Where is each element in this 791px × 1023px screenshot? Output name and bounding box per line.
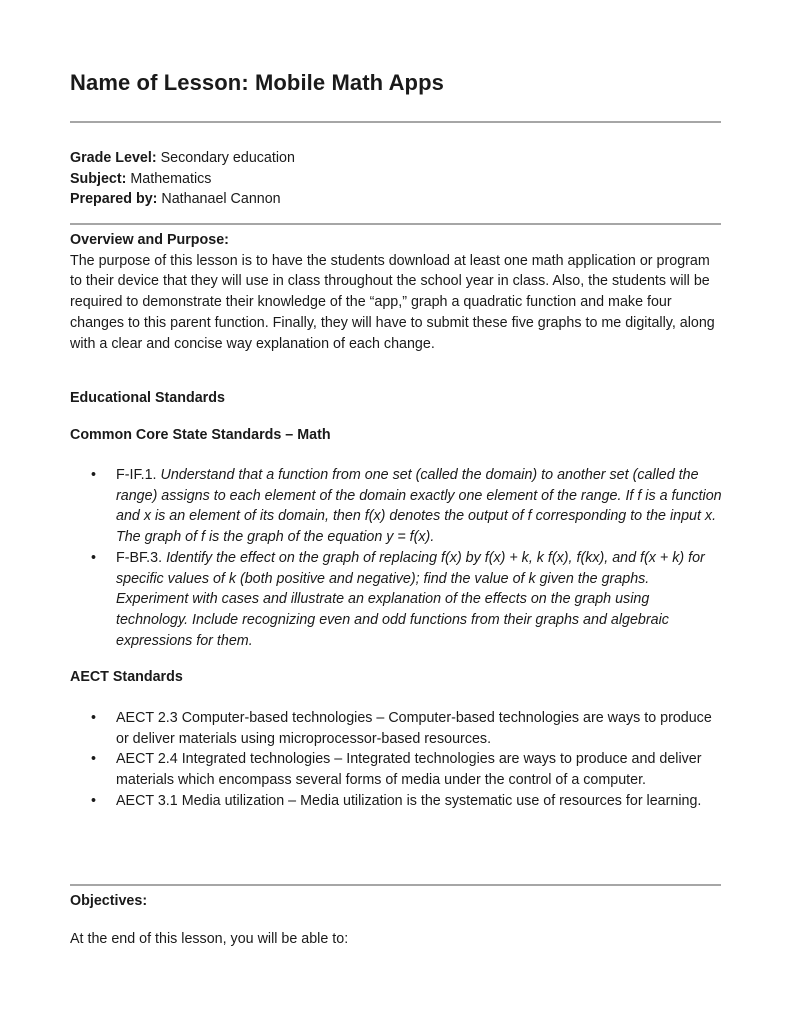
bullet-icon: • <box>91 751 97 768</box>
bullet-icon: • <box>91 467 97 483</box>
prepared-by-line <box>70 189 295 210</box>
aect-item-text: AECT 2.3 Computer-based technologies – Computer-based technologies are ways to produce or deliver materials using microprocessor-based resources. <box>116 710 712 747</box>
objectives-heading: Objectives: <box>70 893 148 909</box>
subject-line <box>70 169 295 190</box>
overview-text: The purpose of this lesson is to have the students download at least one math application or program to their device that they will use in class throughout the school year in class. Also, the students will be required to demonstrate their knowledge of the “app,” graph a quadratic function and make four changes to this parent function. Finally, they will have to submit these five graphs to me digitally, along with a clear and concise way explanation of each change. <box>70 252 715 352</box>
prepared-by-label: Prepared by: <box>70 191 158 207</box>
subject-label: Subject: <box>70 170 127 187</box>
aect-item <box>70 749 722 790</box>
grade-level-label: Grade Level: <box>70 150 157 166</box>
ccss-item <box>70 548 722 652</box>
aect-list <box>70 708 722 812</box>
ccss-item-code: F-BF.3. <box>116 549 163 566</box>
educational-standards-heading: Educational Standards <box>70 390 225 406</box>
divider <box>70 121 721 123</box>
ccss-item-code: F-IF.1. <box>116 467 157 483</box>
bullet-icon: • <box>91 792 97 809</box>
ccss-item-text: Understand that a function from one set (called the domain) to another set (called the range) assigns to each element of the domain exactly one element of the range. If f is a function and x is an element of its domain, then f(x) denotes the output of f corresponding to the input x. The graph of f is the graph of the equation y = f(x). <box>116 467 722 546</box>
bullet-icon: • <box>91 549 97 566</box>
divider <box>70 884 721 886</box>
grade-level-line <box>70 148 295 169</box>
lesson-meta <box>70 148 295 210</box>
ccss-item-text: Identify the effect on the graph of replacing f(x) by f(x) + k, k f(x), f(kx), and f(x + k) for specific values of k (both positive and negative); find the value of k given the graphs. Experiment with cases and illustrate an explanation of the effects on the graph using technology. Include recognizing even and odd functions from their graphs and algebraic expressions for them. <box>116 549 705 649</box>
overview-heading: Overview and Purpose: <box>70 232 229 248</box>
aect-item <box>70 708 722 749</box>
ccss-list <box>70 465 722 651</box>
aect-item-text: AECT 3.1 Media utilization – Media utilization is the systematic use of resources for learning. <box>116 792 702 809</box>
subject-value: Mathematics <box>130 170 212 187</box>
overview-section <box>70 230 722 354</box>
grade-level-value: Secondary education <box>160 150 295 166</box>
bullet-icon: • <box>91 710 97 726</box>
lesson-title: Name of Lesson: Mobile Math Apps <box>70 70 444 95</box>
aect-item <box>70 791 722 812</box>
aect-heading: AECT Standards <box>70 669 183 685</box>
prepared-by-value: Nathanael Cannon <box>161 191 281 207</box>
ccss-heading: Common Core State Standards – Math <box>70 427 331 443</box>
ccss-item <box>70 465 722 548</box>
objectives-intro: At the end of this lesson, you will be able to: <box>70 931 349 947</box>
divider <box>70 223 721 225</box>
aect-item-text: AECT 2.4 Integrated technologies – Integrated technologies are ways to produce and deliver materials which encompass several forms of media under the control of a computer. <box>116 751 702 789</box>
